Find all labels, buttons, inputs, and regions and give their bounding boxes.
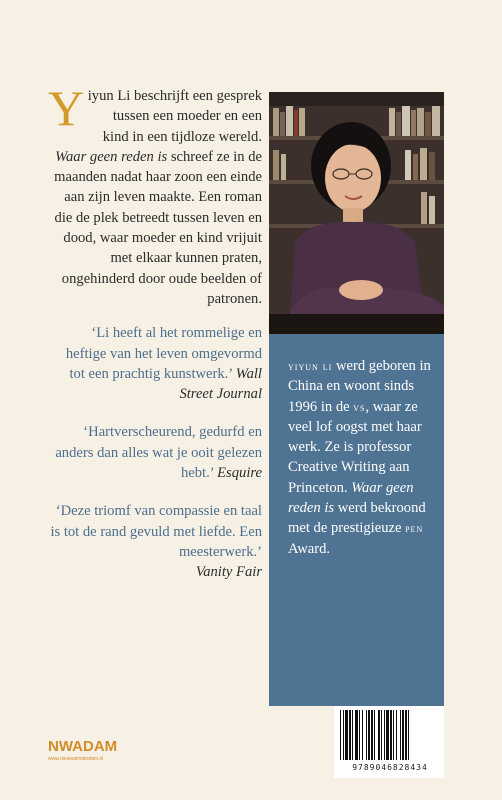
bio-vs: vs bbox=[353, 399, 366, 414]
barcode-bar bbox=[355, 710, 358, 760]
barcode-bar bbox=[366, 710, 367, 760]
quote-text: ‘Hartverscheurend, gedurfd en anders dan alles wat je ooit gelezen hebt.’ bbox=[55, 424, 262, 482]
barcode-bar bbox=[349, 710, 351, 760]
barcode-bar bbox=[374, 710, 375, 760]
publisher-url: www.nieuwamsterdam.nl bbox=[48, 756, 104, 762]
drop-cap: Y bbox=[48, 80, 85, 136]
barcode-bar bbox=[384, 710, 385, 760]
barcode-bar bbox=[386, 710, 389, 760]
barcode-bar bbox=[345, 710, 348, 760]
quote-vanity-fair bbox=[48, 501, 262, 582]
barcode-isbn: 9789046828434 bbox=[352, 763, 428, 772]
quote-source: Wall Street Journal bbox=[179, 365, 262, 403]
barcode-bar bbox=[340, 710, 341, 760]
barcode-bar bbox=[362, 710, 363, 760]
barcode-bar bbox=[393, 710, 394, 760]
quote-text: ‘Li heeft al het rommelige en heftige van het leven omgevormd tot een prachtig kunstwerk.’ bbox=[65, 325, 262, 382]
barcode-bar bbox=[352, 710, 353, 760]
barcode-bar bbox=[405, 710, 407, 760]
intro-text-b: schreef ze in de maanden nadat haar zoon een einde aan zijn leven maakte. Een roman die de plek betreedt tussen leven en dood, waar moeder en kind vrijuit met elkaar kunnen praten, ongehinderd door oude beelden of patronen. bbox=[54, 148, 262, 307]
intro-book-title: Waar geen reden is bbox=[55, 148, 168, 165]
barcode-bar bbox=[378, 710, 380, 760]
barcode-bar bbox=[368, 710, 370, 760]
intro-text-a: iyun Li beschrijft een gesprek tussen een moeder en een kind in een tijdloze wereld. bbox=[87, 88, 262, 145]
author-photo-illustration bbox=[269, 92, 444, 334]
barcode-bar bbox=[371, 710, 373, 760]
quote-wsj bbox=[48, 323, 262, 404]
bio-text-a: werd geboren in China en woont sinds 1996 in de bbox=[288, 358, 431, 415]
barcode-bar bbox=[408, 710, 409, 760]
barcode-bar bbox=[390, 710, 392, 760]
barcode-bar bbox=[381, 710, 382, 760]
author-photo bbox=[269, 92, 444, 334]
left-text-column bbox=[48, 80, 262, 583]
barcode-bar bbox=[402, 710, 404, 760]
bio-text-b: , waar ze veel lof oogst met haar werk. Ze is professor Creative Writing aan Princeton. bbox=[288, 398, 422, 496]
quote-source: Esquire bbox=[217, 465, 262, 482]
barcode-bar bbox=[400, 710, 401, 760]
author-bio bbox=[288, 356, 438, 559]
quote-text: ‘Deze triomf van compassie en taal is tot de rand gevuld met liefde. Een meesterwerk.’ bbox=[50, 503, 262, 560]
author-name: yiyun li bbox=[288, 359, 333, 373]
publisher-logo: NWADAM bbox=[48, 738, 118, 755]
quote-source: Vanity Fair bbox=[195, 564, 262, 581]
bio-book-title: Waar geen reden is bbox=[288, 479, 414, 517]
barcode-bar bbox=[343, 710, 344, 760]
intro-paragraph bbox=[48, 80, 262, 309]
bio-pen: pen bbox=[405, 521, 424, 536]
barcode-bar bbox=[396, 710, 397, 760]
barcode-bar bbox=[359, 710, 360, 760]
bio-text-d: Award. bbox=[288, 540, 331, 557]
bio-text-c: werd bekroond met de prestigieuze bbox=[288, 500, 426, 537]
quote-esquire bbox=[48, 422, 262, 483]
